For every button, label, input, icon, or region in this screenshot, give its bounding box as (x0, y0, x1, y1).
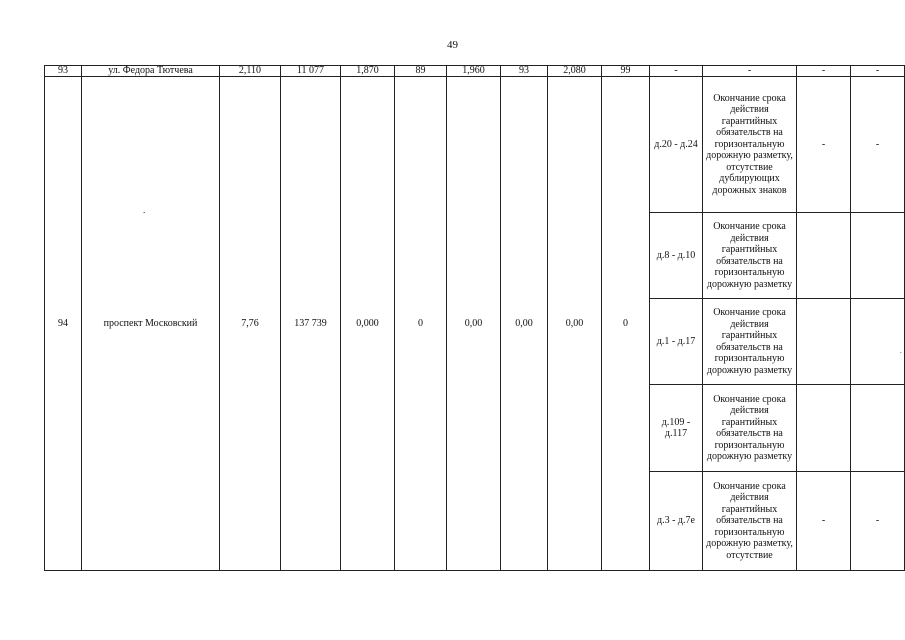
cell-c8: 0,00 (501, 77, 548, 571)
cell-c10: 99 (602, 66, 650, 77)
cell-c13 (797, 213, 851, 299)
page-number: 49 (447, 39, 458, 51)
cell-c11: - (650, 66, 703, 77)
reason-text: Окончание срока действия гарантийных обязательств на горизонтальную дорожную разметку (703, 213, 797, 299)
house-range: д.8 - д.10 (650, 213, 703, 299)
cell-c4: 137 739 (281, 77, 341, 571)
house-range: д.20 - д.24 (650, 77, 703, 213)
cell-c7: 0,00 (447, 77, 501, 571)
cell-c9: 2,080 (548, 66, 602, 77)
stray-mark: . (143, 205, 146, 215)
reason-text: Окончание срока действия гарантийных обязательств на горизонтальную дорожную разметку (703, 385, 797, 472)
cell-c6: 0 (395, 77, 447, 571)
house-range: д.3 - д.7е (650, 472, 703, 571)
cell-c3: 7,76 (220, 77, 281, 571)
street-name: проспект Московский (82, 77, 220, 571)
cell-c14: - (851, 66, 905, 77)
street-name: ул. Федора Тютчева (82, 66, 220, 77)
cell-c13 (797, 385, 851, 472)
cell-c5: 1,870 (341, 66, 395, 77)
reason-text: Окончание срока действия гарантийных обязательств на горизонтальную дорожную разметку (703, 299, 797, 385)
cell-c14 (851, 213, 905, 299)
table-row (45, 77, 905, 213)
cell-c6: 89 (395, 66, 447, 77)
edge-mark: . (900, 347, 902, 355)
cell-c14 (851, 385, 905, 472)
house-range: д.1 - д.17 (650, 299, 703, 385)
cell-c8: 93 (501, 66, 548, 77)
cell-c13: - (797, 66, 851, 77)
cell-c13 (797, 299, 851, 385)
cell-c14: - (851, 77, 905, 213)
cell-c3: 2,110 (220, 66, 281, 77)
road-marking-table (44, 65, 905, 571)
reason-text: Окончание срока действия гарантийных обязательств на горизонтальную дорожную разметку, отсутствие (703, 472, 797, 571)
cell-c10: 0 (602, 77, 650, 571)
cell-c4: 11 077 (281, 66, 341, 77)
cell-c13: - (797, 77, 851, 213)
row-number: 94 (45, 77, 82, 571)
cell-c13: - (797, 472, 851, 571)
cell-c5: 0,000 (341, 77, 395, 571)
row-number: 93 (45, 66, 82, 77)
cell-c9: 0,00 (548, 77, 602, 571)
reason-text: Окончание срока действия гарантийных обязательств на горизонтальную дорожную разметку, отсутствие дублирующих дорожных знаков (703, 77, 797, 213)
house-range: д.109 - д.117 (650, 385, 703, 472)
cell-c14: - (851, 472, 905, 571)
cell-c7: 1,960 (447, 66, 501, 77)
cell-c12: - (703, 66, 797, 77)
cell-c14 (851, 299, 905, 385)
table-row (45, 66, 905, 77)
